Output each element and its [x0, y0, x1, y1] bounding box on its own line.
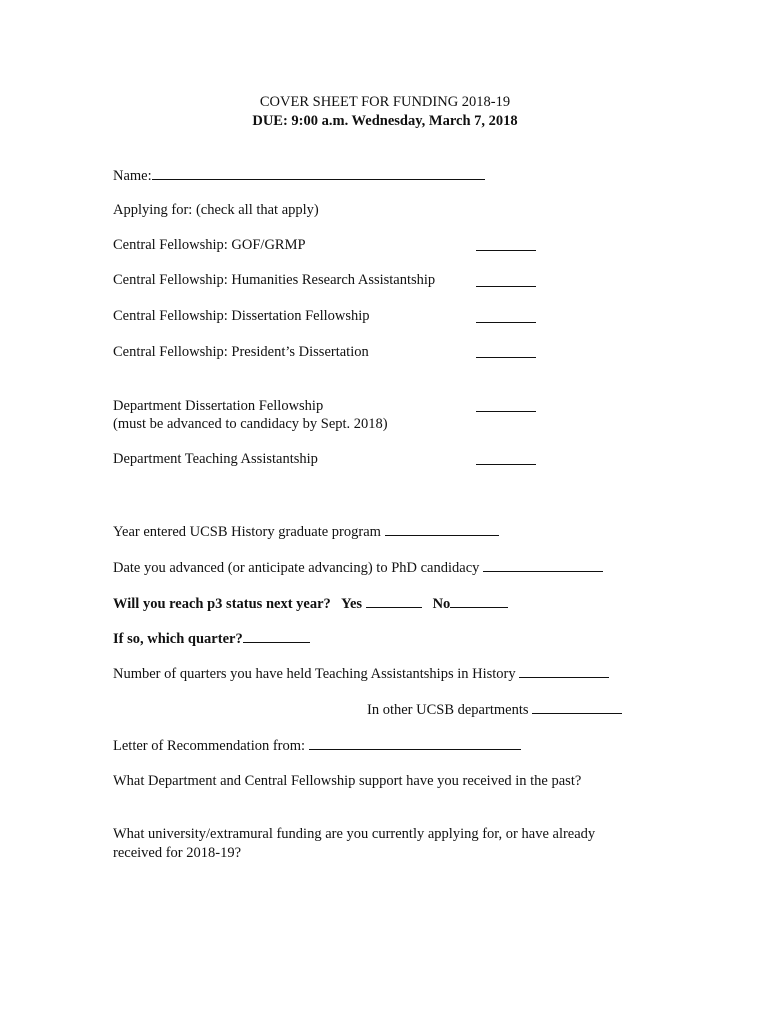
- name-field[interactable]: [152, 166, 485, 180]
- p3-question: Will you reach p3 status next year?: [113, 596, 331, 612]
- support-question: What Department and Central Fellowship support have you received in the past?: [113, 773, 582, 789]
- option-label-gof: Central Fellowship: GOF/GRMP: [113, 237, 306, 253]
- due-date: DUE: 9:00 a.m. Wednesday, March 7, 2018: [252, 113, 518, 129]
- ta-other-row: [367, 700, 622, 719]
- p3-no-label: No: [432, 596, 451, 612]
- p3-row: [113, 594, 508, 613]
- option-label-presidents: Central Fellowship: President’s Dissertation: [113, 344, 369, 360]
- ta-other-field[interactable]: [532, 700, 622, 714]
- p3-no-field[interactable]: [450, 594, 508, 608]
- year-entered-label: Year entered UCSB History graduate program: [113, 524, 381, 540]
- option-check-dissertation[interactable]: [476, 322, 536, 323]
- option-label-dept-dissertation: Department Dissertation Fellowship: [113, 398, 324, 414]
- name-row: [113, 166, 485, 185]
- letter-row: [113, 736, 521, 755]
- letter-label: Letter of Recommendation from:: [113, 738, 306, 754]
- p3-yes-field[interactable]: [366, 594, 422, 608]
- letter-field[interactable]: [309, 736, 521, 750]
- ta-history-field[interactable]: [519, 664, 609, 678]
- option-label-dept-ta: Department Teaching Assistantship: [113, 451, 318, 467]
- name-label: Name:: [113, 168, 152, 184]
- option-check-gof[interactable]: [476, 250, 536, 251]
- applying-label: Applying for: (check all that apply): [113, 202, 319, 218]
- option-check-dept-ta[interactable]: [476, 464, 536, 465]
- which-quarter-field[interactable]: [243, 629, 310, 643]
- option-label-dissertation: Central Fellowship: Dissertation Fellowship: [113, 308, 370, 324]
- ta-history-label: Number of quarters you have held Teaching Assistantships in History: [113, 666, 516, 682]
- date-advanced-field[interactable]: [483, 558, 603, 572]
- option-label-humanities-ra: Central Fellowship: Humanities Research Assistantship: [113, 272, 436, 288]
- ta-history-row: [113, 664, 609, 683]
- date-advanced-row: [113, 558, 603, 577]
- option-note-dept-dissertation: (must be advanced to candidacy by Sept. 2018): [113, 416, 388, 432]
- ta-other-label: In other UCSB departments: [367, 702, 529, 718]
- p3-yes-label: Yes: [341, 596, 363, 612]
- which-quarter-label: If so, which quarter?: [113, 631, 243, 647]
- year-entered-field[interactable]: [385, 522, 499, 536]
- option-check-presidents[interactable]: [476, 357, 536, 358]
- option-check-dept-dissertation[interactable]: [476, 411, 536, 412]
- which-quarter-row: [113, 629, 310, 648]
- date-advanced-label: Date you advanced (or anticipate advancing) to PhD candidacy: [113, 560, 480, 576]
- funding-question-line1: What university/extramural funding are you currently applying for, or have already: [113, 826, 596, 842]
- option-check-humanities-ra[interactable]: [476, 286, 536, 287]
- funding-question-line2: received for 2018-19?: [113, 845, 242, 861]
- form-title: COVER SHEET FOR FUNDING 2018-19: [259, 94, 511, 110]
- year-entered-row: [113, 522, 499, 541]
